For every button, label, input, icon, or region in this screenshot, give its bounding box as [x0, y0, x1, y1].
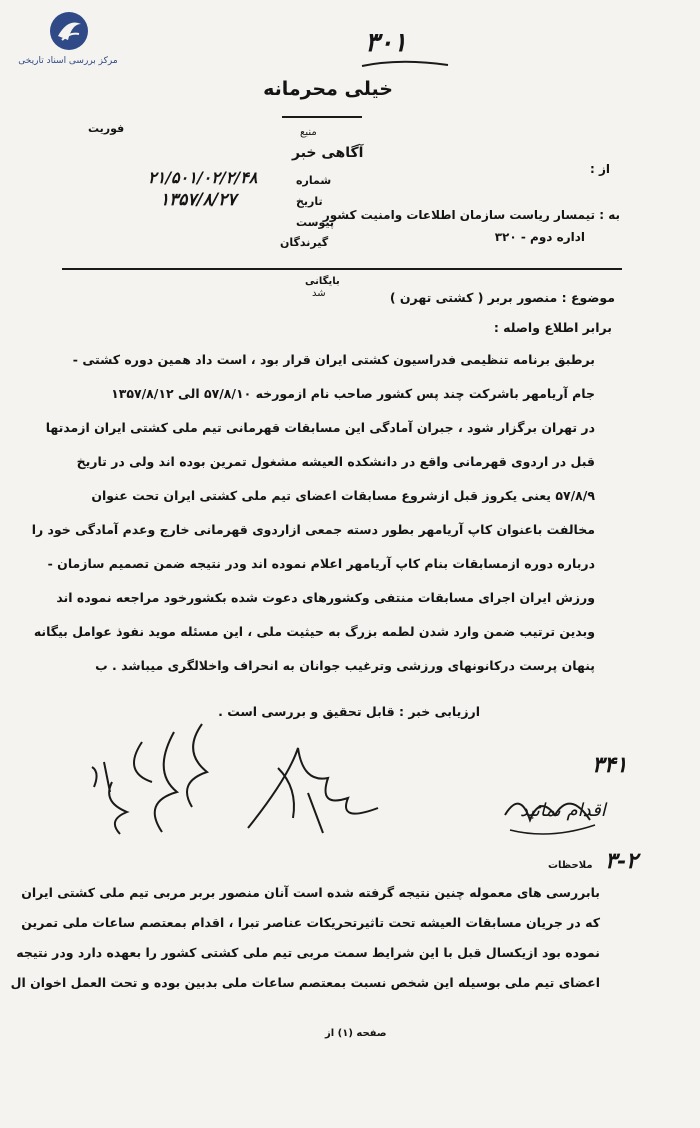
signature-left — [82, 712, 232, 842]
priority-label: فوریت — [88, 122, 125, 135]
recipients-label: گیرندگان — [280, 236, 329, 249]
remarks-line: بابررسی های معموله چنین نتیجه گرفته شده است آنان منصور بربر مربی تیم ملی کشتی ایران — [21, 885, 600, 900]
body-line: ورزش ایران اجرای مسابقات منتفی وکشورهای دعوت شده بکشورخود مراجعه نموده اند — [56, 590, 595, 605]
handwritten-note: اقدام نمائید — [520, 800, 606, 821]
handwritten-code: ۳۴۱ — [592, 752, 628, 778]
date-value: ۱۳۵۷/۸/۲۷ — [160, 190, 237, 210]
archive-name: مرکز بررسی اسناد تاریخی — [18, 56, 118, 66]
greeting: برابر اطلاع واصله : — [493, 320, 612, 335]
source-value: آگاهی خبر — [292, 145, 364, 161]
annex-value: شد — [312, 288, 326, 299]
archive-logo-icon — [48, 10, 90, 52]
archive-logo — [48, 10, 90, 52]
body-line: ۵۷/۸/۹ یعنی یکروز قبل ازشروع مسابقات اعضای تیم ملی کشتی ایران تحت عنوان — [91, 488, 595, 503]
remarks-label: ملاحظات — [548, 860, 593, 871]
attachment-label: پیوست — [296, 216, 334, 229]
footer-page: صفحه (۱) از — [325, 1028, 387, 1039]
classification-stamp: خیلی محرمانه — [263, 78, 393, 100]
number-value: ۲۱/۵۰۱/۰۲/۲/۴۸ — [148, 168, 258, 187]
classification-underline — [282, 116, 362, 118]
page-number-underline — [360, 60, 450, 70]
date-label: تاریخ — [296, 195, 323, 208]
body-line: در تهران برگزار شود ، جبران آمادگی این مسابقات قهرمانی تیم ملی کشتی ایران ازمدتها — [45, 420, 595, 435]
remarks-line: اعضای تیم ملی بوسیله این شخص نسبت بمعتصم ساعات ملی بدبین بوده و تحت العمل اخوان ال — [10, 975, 600, 990]
body-line: جام آریامهر باشرکت چند پس کشور صاحب نام ازمورخه ۵۷/۸/۱۰ الی ۱۳۵۷/۸/۱۲ — [111, 386, 595, 401]
from-line: از : — [590, 162, 610, 176]
annex-label: بایگانی — [305, 276, 340, 287]
body-line: برطبق برنامه تنظیمی فدراسیون کشتی ایران قرار بود ، است داد همین دوره کشتی - — [72, 352, 595, 367]
to-line: به : تیمسار ریاست سازمان اطلاعات وامنیت کشور — [322, 208, 620, 222]
page-number: ۳۰۱ — [365, 28, 407, 58]
body-line: قبل در اردوی قهرمانی واقع در دانشکده العیشه مشغول تمرین بوده اند ولی در تاریخ — [76, 454, 595, 469]
subject-line: موضوع : منصور بربر ( کشتی تهرن ) — [389, 290, 615, 305]
signature-right — [500, 785, 600, 845]
header-divider — [62, 268, 622, 270]
remarks-line: که در جریان مسابقات العیشه تحت تاثیرتحریکات عناصر تبرا ، اقدام بمعتصم ساعات ملی تمرین — [21, 915, 600, 930]
body-line: مخالفت باعنوان کاپ آریامهر بطور دسته جمعی ازاردوی قهرمانی خارج وعدم آمادگی خود را — [31, 522, 595, 537]
source-label: منبع — [300, 127, 317, 138]
body-line: پنهان پرست درکانونهای ورزشی وترغیب جوانان به انحراف واخلالگری میباشد . ب — [95, 658, 595, 673]
remarks-line: نموده بود ازیکسال قبل با این شرایط سمت مربی تیم ملی کشتی کشور را بعهده دارد ودر نتیجه — [16, 945, 600, 960]
margin-code: ۳-۲ — [605, 848, 638, 874]
body-line: درباره دوره ازمسابقات بنام کاپ آریامهر اعلام نموده اند ودر نتیجه ضمن تصمیم سازمان - — [47, 556, 595, 571]
body-line: وبدین ترتیب ضمن وارد شدن لطمه بزرگ به حیثیت ملی ، این مسئله موید نفوذ عوامل بیگانه — [33, 624, 595, 639]
signature-middle — [238, 738, 388, 848]
dept-line: اداره دوم - ۳۲۰ — [494, 230, 585, 244]
assessment-line: ارزیابی خبر : قابل تحقیق و بررسی است . — [218, 704, 480, 719]
number-label: شماره — [296, 174, 332, 187]
